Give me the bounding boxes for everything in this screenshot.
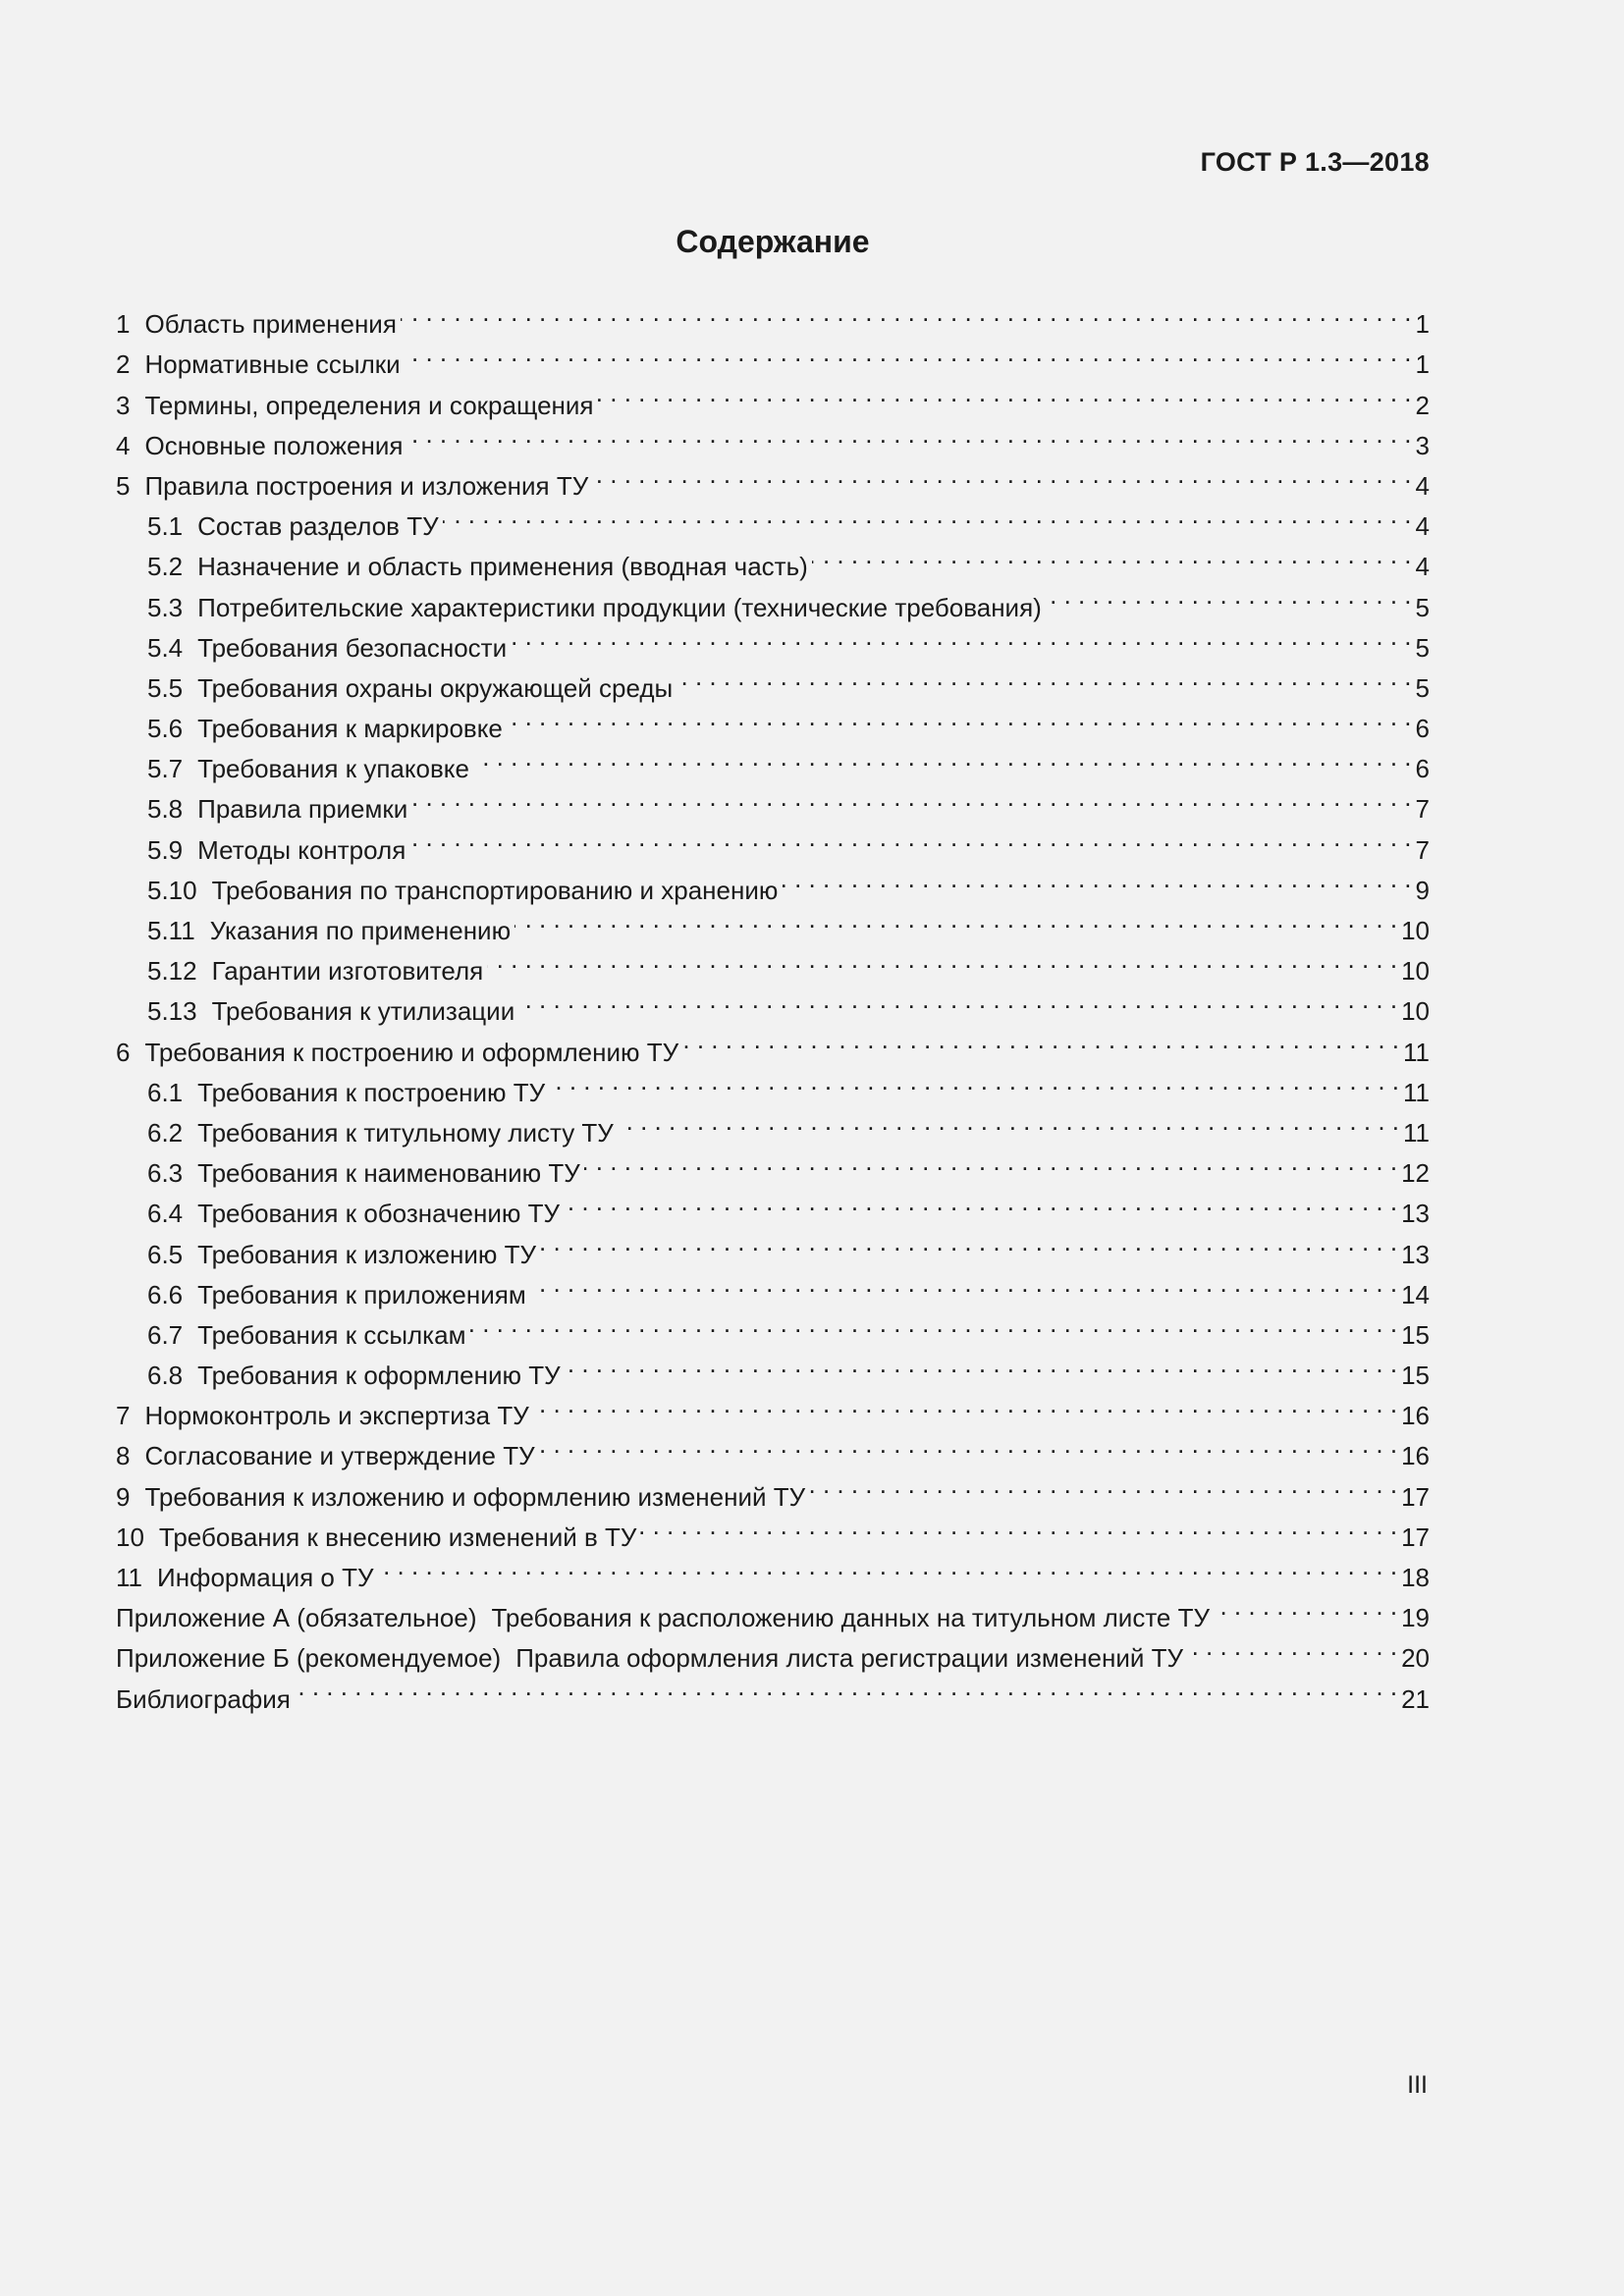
toc-entry-page: 10 (1401, 956, 1430, 987)
toc-entry-title: Методы контроля (197, 834, 406, 865)
toc-entry-title: Требования безопасности (197, 632, 508, 663)
dot-leader (518, 980, 1397, 1020)
dot-leader (469, 1304, 1397, 1344)
toc-entry-number: Приложение Б (рекомендуемое) (116, 1643, 502, 1674)
dot-leader (540, 1222, 1397, 1262)
toc-entry[interactable] (116, 293, 1430, 340)
dot-leader (592, 454, 1411, 495)
toc-entry-title: Требования к приложениям (197, 1279, 526, 1309)
toc-entry-number: 6.8 (147, 1361, 184, 1391)
toc-entry-title: Состав разделов ТУ (197, 511, 439, 542)
toc-entry-page: 7 (1415, 834, 1430, 865)
toc-entry-number: 5.5 (147, 672, 184, 703)
toc-entry-page: 4 (1415, 552, 1430, 582)
dot-leader (782, 859, 1411, 899)
toc-entry-number: 6.1 (147, 1077, 184, 1107)
dot-leader (533, 1384, 1397, 1424)
toc-entry-page: 3 (1415, 430, 1430, 460)
toc-entry-number: 1 (116, 309, 131, 340)
toc-entry-title: Требования к построению и оформлению ТУ (144, 1037, 679, 1067)
toc-entry-title: Требования к маркировке (197, 714, 503, 744)
toc-entry-page: 15 (1401, 1319, 1430, 1350)
toc-entry-number: 6.7 (147, 1319, 184, 1350)
toc-entry-number: 5.13 (147, 996, 197, 1027)
toc-entry-title: Нормативные ссылки (144, 349, 401, 380)
toc-entry-page: 5 (1415, 672, 1430, 703)
dot-leader (411, 777, 1411, 818)
table-of-contents (116, 293, 1430, 1714)
toc-entry-number: 5.8 (147, 794, 184, 825)
toc-entry-page: 19 (1401, 1603, 1430, 1633)
toc-entry-number: 2 (116, 349, 131, 380)
toc-entry-number: 4 (116, 430, 131, 460)
dot-leader (443, 495, 1412, 535)
toc-entry-number: 6 (116, 1037, 131, 1067)
toc-entry-number: 7 (116, 1401, 131, 1431)
toc-entry-title: Требования к расположению данных на титульном листе ТУ (491, 1603, 1211, 1633)
toc-entry-title: Требования по транспортированию и хранению (211, 875, 779, 905)
toc-entry-number: 6.5 (147, 1239, 184, 1269)
toc-entry-page: 11 (1403, 1037, 1430, 1067)
toc-entry-number: 10 (116, 1522, 144, 1552)
toc-entry-page: 9 (1415, 875, 1430, 905)
dot-leader (640, 1506, 1397, 1546)
toc-entry-number: 5.2 (147, 552, 184, 582)
toc-entry-title: Термины, определения и сокращения (144, 390, 594, 420)
toc-entry-title: Требования к упаковке (197, 754, 469, 784)
toc-entry-number: 5.6 (147, 714, 184, 744)
toc-entry-title: Указания по применению (209, 916, 512, 945)
toc-entry-number: 9 (116, 1481, 131, 1512)
toc-entry-page: 10 (1401, 916, 1430, 945)
toc-entry-title: Требования к титульному листу ТУ (197, 1117, 614, 1148)
dot-leader (564, 1182, 1397, 1222)
toc-entry-title: Библиография (116, 1683, 291, 1714)
dot-leader (565, 1344, 1397, 1384)
dot-leader (1187, 1627, 1397, 1667)
toc-entry-page: 10 (1401, 996, 1430, 1027)
toc-entry-title: Требования к утилизации (211, 996, 515, 1027)
toc-entry-number: 6.3 (147, 1158, 184, 1189)
dot-leader (682, 1020, 1399, 1060)
dot-leader (406, 414, 1411, 454)
toc-entry-number: 5.11 (147, 916, 195, 945)
toc-entry-title: Информация о ТУ (157, 1563, 374, 1592)
dot-leader (618, 1101, 1399, 1142)
toc-entry-title: Потребительские характеристики продукции (технические требования) (197, 592, 1042, 622)
dot-leader (598, 373, 1412, 413)
toc-entry-number: 5.7 (147, 754, 184, 784)
toc-entry-page: 17 (1401, 1481, 1430, 1512)
toc-entry-title: Требования к внесению изменений в ТУ (158, 1522, 637, 1552)
toc-entry-title: Требования к ссылкам (197, 1319, 466, 1350)
toc-entry-page: 11 (1403, 1117, 1430, 1148)
toc-entry-title: Согласование и утверждение ТУ (144, 1441, 535, 1471)
toc-entry-number: 6.4 (147, 1199, 184, 1229)
dot-leader (409, 818, 1411, 858)
toc-entry-page: 16 (1401, 1401, 1430, 1431)
toc-entry-page: 6 (1415, 754, 1430, 784)
toc-entry-page: 4 (1415, 470, 1430, 501)
toc-entry-page: 1 (1415, 349, 1430, 380)
toc-entry-page: 6 (1415, 714, 1430, 744)
dot-leader (507, 697, 1412, 737)
toc-entry-page: 20 (1401, 1643, 1430, 1674)
document-code: ГОСТ Р 1.3—2018 (1200, 147, 1430, 177)
toc-entry-page: 16 (1401, 1441, 1430, 1471)
toc-entry-page: 2 (1415, 390, 1430, 420)
toc-entry-title: Правила построения и изложения ТУ (144, 470, 589, 501)
toc-entry-number: 5.1 (147, 511, 184, 542)
dot-leader (1046, 575, 1412, 615)
toc-entry-page: 13 (1401, 1199, 1430, 1229)
toc-entry-page: 11 (1403, 1077, 1430, 1107)
dot-leader (677, 657, 1411, 697)
toc-entry-title: Основные положения (144, 430, 404, 460)
dot-leader (809, 1465, 1397, 1505)
toc-entry-number: 11 (116, 1563, 142, 1592)
toc-entry-title: Нормоконтроль и экспертиза ТУ (144, 1401, 529, 1431)
toc-entry-page: 14 (1401, 1279, 1430, 1309)
dot-leader (401, 293, 1412, 333)
toc-entry-number: Приложение А (обязательное) (116, 1603, 477, 1633)
toc-entry-title: Правила приемки (197, 794, 408, 825)
toc-entry-title: Требования к наименованию ТУ (197, 1158, 580, 1189)
dot-leader (539, 1424, 1397, 1465)
dot-leader (473, 737, 1412, 777)
toc-title: Содержание (676, 224, 870, 259)
toc-entry-number: 5.4 (147, 632, 184, 663)
toc-entry-page: 5 (1415, 632, 1430, 663)
toc-entry-page: 17 (1401, 1522, 1430, 1552)
dot-leader (584, 1142, 1397, 1182)
toc-entry-number: 6.2 (147, 1117, 184, 1148)
toc-entry-page: 7 (1415, 794, 1430, 825)
toc-entry-number: 6.6 (147, 1279, 184, 1309)
dot-leader (1214, 1586, 1397, 1627)
toc-entry-title: Область применения (144, 309, 397, 340)
toc-entry-number: 5.3 (147, 592, 184, 622)
toc-entry-title: Требования к обозначению ТУ (197, 1199, 561, 1229)
dot-leader (295, 1667, 1397, 1707)
toc-entry-number: 8 (116, 1441, 131, 1471)
toc-entry-number: 5.9 (147, 834, 184, 865)
toc-entry-title: Требования к построению ТУ (197, 1077, 546, 1107)
toc-entry-page: 1 (1415, 309, 1430, 340)
dot-leader (511, 616, 1411, 657)
toc-entry-title: Требования к изложению ТУ (197, 1239, 536, 1269)
toc-entry-number: 5.10 (147, 875, 197, 905)
toc-entry-page: 15 (1401, 1361, 1430, 1391)
dot-leader (487, 939, 1397, 980)
dot-leader (405, 333, 1412, 373)
toc-entry-title: Требования к изложению и оформлению изменений ТУ (144, 1481, 806, 1512)
toc-entry-title: Правила оформления листа регистрации изменений ТУ (515, 1643, 1183, 1674)
toc-entry-page: 18 (1401, 1563, 1430, 1592)
toc-entry-page: 5 (1415, 592, 1430, 622)
dot-leader (530, 1263, 1397, 1304)
dot-leader (812, 535, 1412, 575)
toc-entry-title: Назначение и область применения (вводная часть) (197, 552, 808, 582)
toc-entry[interactable] (116, 1667, 1430, 1714)
toc-entry-number: 5.12 (147, 956, 197, 987)
toc-entry-title: Требования к оформлению ТУ (197, 1361, 561, 1391)
toc-entry-number: 3 (116, 390, 131, 420)
dot-leader (514, 899, 1397, 939)
toc-entry-title: Гарантии изготовителя (211, 956, 484, 987)
toc-entry-page: 4 (1415, 511, 1430, 542)
toc-entry-title: Требования охраны окружающей среды (197, 672, 674, 703)
dot-leader (378, 1546, 1398, 1586)
toc-entry-page: 12 (1401, 1158, 1430, 1189)
toc-entry-page: 13 (1401, 1239, 1430, 1269)
dot-leader (549, 1061, 1399, 1101)
page-number: III (1407, 2071, 1428, 2099)
toc-entry-number: 5 (116, 470, 131, 501)
toc-entry-page: 21 (1401, 1683, 1430, 1714)
